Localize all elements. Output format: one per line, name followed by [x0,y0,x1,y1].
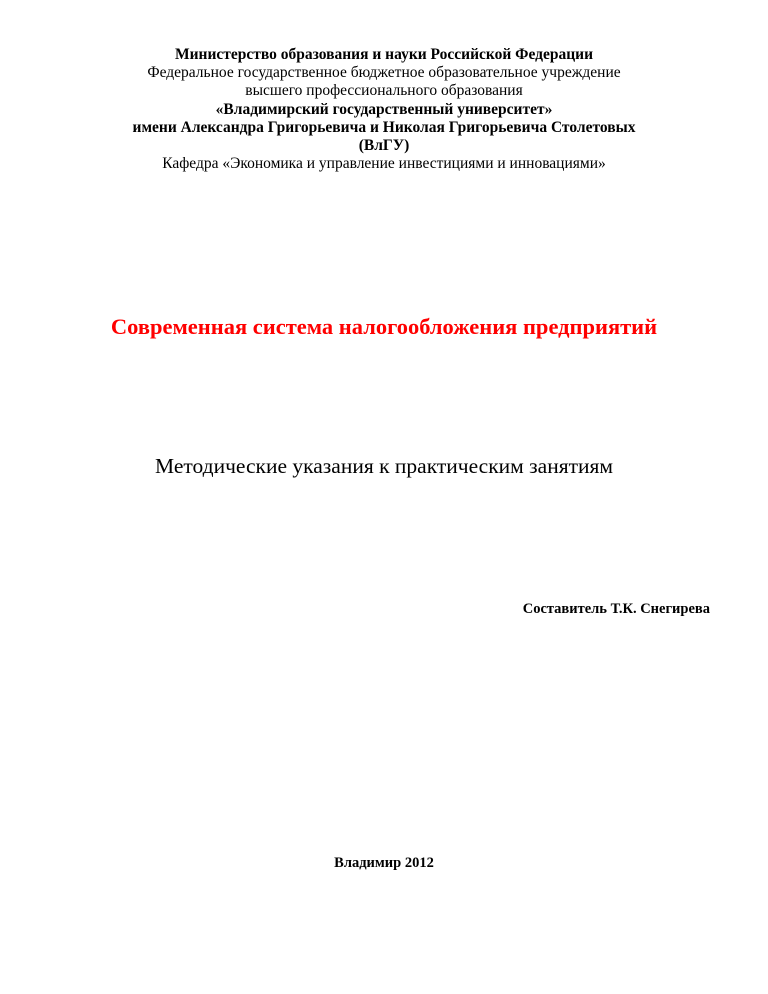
compiler-credit: Составитель Т.К. Снегирева [522,601,710,617]
title-page-header [0,46,768,173]
university-abbreviation: (ВлГУ) [358,137,410,155]
document-title: Современная система налогообложения предприятий [110,314,658,339]
city-year: Владимир 2012 [334,855,434,871]
document-subtitle: Методические указания к практическим занятиям [155,454,613,478]
ministry-name: Министерство образования и науки Российской Федерации [174,46,594,63]
department-name: Кафедра «Экономика и управление инвестициями и инновациями» [162,155,606,173]
university-named-after: имени Александра Григорьевича и Николая Григорьевича Столетовых [132,118,636,136]
institution-type-line-1: Федеральное государственное бюджетное образовательное учреждение [147,64,621,82]
institution-type-line-2: высшего профессионального образования [245,82,523,100]
university-name: «Владимирский государственный университет» [215,100,553,118]
